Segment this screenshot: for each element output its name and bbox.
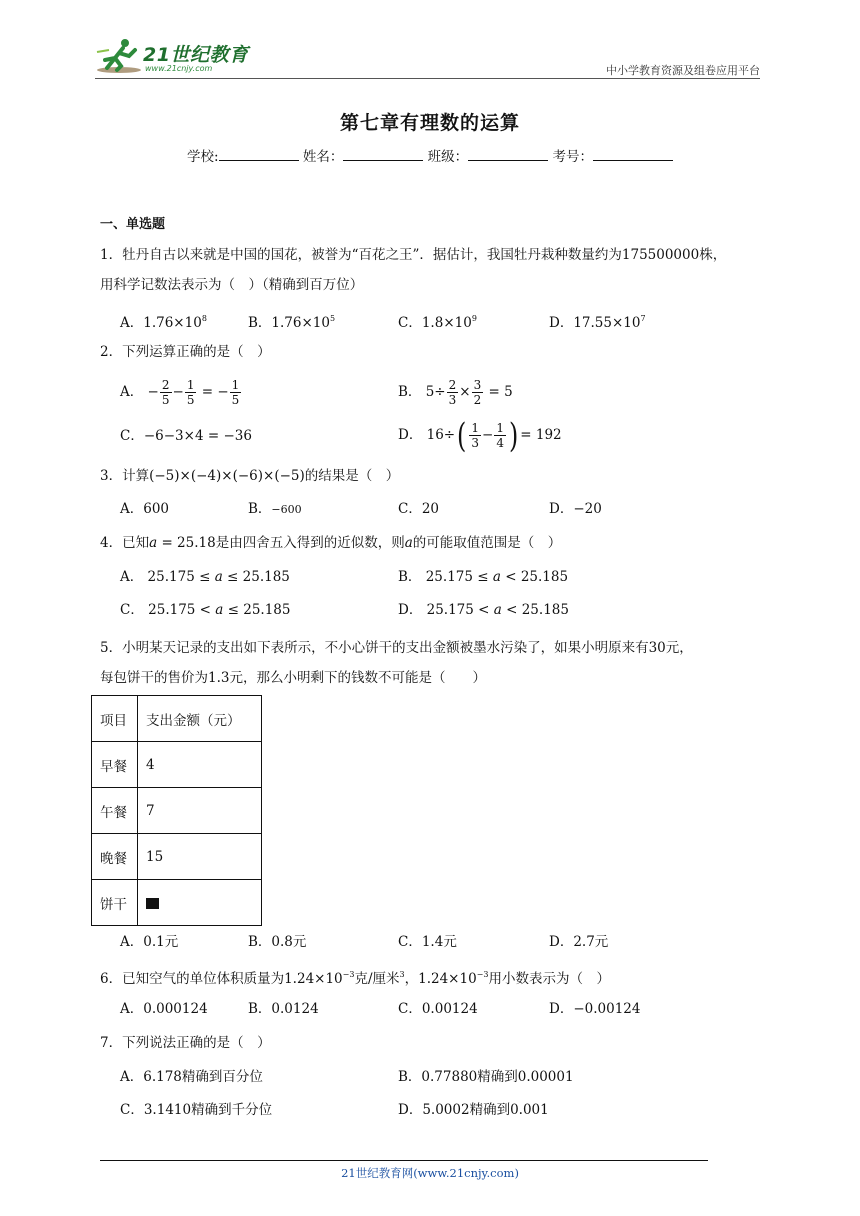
- name-label: 姓名：: [302, 149, 344, 165]
- option-label: A．: [120, 384, 144, 400]
- option-value: 5.0002精确到0.001: [422, 1102, 549, 1118]
- option-exponent: 8: [201, 314, 207, 323]
- option-value: −20: [573, 501, 602, 517]
- logo-url: www.21cnjy.com: [145, 64, 213, 73]
- option-value: −6−3×4 = −36: [143, 428, 252, 444]
- stem-text: = 25.18是由四舍五入得到的近似数，则: [157, 535, 405, 551]
- logo: [95, 36, 260, 76]
- option-label: B．: [248, 934, 272, 950]
- question-5-line-2: 每包饼干的售价为1.3元，那么小明剩下的钱数不可能是（ ）: [100, 670, 486, 686]
- option-label: B．: [248, 1001, 272, 1017]
- option-formula: − $\frac{2}{5}$ − $\frac{1}{5}$ = − $\frac{1}{5}$: [147, 378, 240, 407]
- school-label: 学校:: [187, 149, 219, 165]
- option-value: 3.1410精确到千分位: [143, 1102, 273, 1118]
- option-label: B．: [398, 1069, 422, 1085]
- option-label: D．: [549, 1001, 574, 1017]
- option-value: 1.76×10: [271, 315, 330, 331]
- stem-unit: 克/厘米: [354, 971, 400, 987]
- option-value: < 25.185: [500, 569, 569, 585]
- question-5-option-d[interactable]: [549, 932, 608, 952]
- option-value: 17.55×10: [573, 315, 641, 331]
- runner-logo-icon: [95, 36, 143, 76]
- stem-value: 1.24×10: [418, 971, 477, 987]
- question-1-line-2: 用科学记数法表示为（ ）（精确到百万位）: [100, 277, 364, 293]
- question-4-option-d[interactable]: [398, 600, 569, 620]
- unit-exponent: 3: [399, 970, 405, 979]
- option-value: ≤ 25.185: [223, 602, 291, 618]
- table-row: [92, 880, 262, 926]
- table-row: [92, 834, 262, 880]
- option-value: 25.175 ≤: [147, 569, 215, 585]
- class-label: 班级：: [427, 149, 469, 165]
- option-formula: 5÷ $\frac{2}{3}$ × $\frac{3}{2}$ = 5: [425, 378, 513, 407]
- option-label: A．: [120, 315, 144, 331]
- exam-number-label: 考号：: [552, 149, 593, 165]
- option-label: D．: [549, 501, 574, 517]
- table-cell: 晚餐: [92, 834, 138, 880]
- option-label: A．: [120, 934, 144, 950]
- option-value: −0.00124: [573, 1001, 641, 1017]
- question-7-stem: 7．下列说法正确的是（ ）: [100, 1035, 271, 1051]
- option-label: C．: [398, 1001, 422, 1017]
- question-3-stem: 3．计算(−5)×(−4)×(−6)×(−5)的结果是（ ）: [100, 468, 400, 484]
- table-cell: 午餐: [92, 788, 138, 834]
- exam-number-blank[interactable]: [593, 147, 673, 161]
- question-4-stem: [100, 533, 561, 553]
- question-1-option-a[interactable]: [120, 309, 207, 333]
- option-value: 0.00124: [421, 1001, 478, 1017]
- option-label: C．: [398, 315, 422, 331]
- table-header-row: [92, 696, 262, 742]
- option-label: D．: [398, 602, 423, 618]
- option-value: 0.77880精确到0.00001: [421, 1069, 574, 1085]
- table-cell: 饼干: [92, 880, 138, 926]
- option-value: 0.1元: [143, 934, 179, 950]
- question-3-option-b[interactable]: [248, 499, 302, 520]
- question-1-line-1: 1．牡丹自古以来就是中国的国花，被誉为“百花之王”．据估计，我国牡丹栽种数量约为175500000株，: [100, 247, 727, 263]
- stem-exponent: −3: [476, 970, 489, 979]
- question-3-option-a[interactable]: [120, 499, 169, 519]
- option-value: 25.175 <: [148, 602, 216, 618]
- option-value: 2.7元: [573, 934, 609, 950]
- name-blank[interactable]: [343, 147, 423, 161]
- option-formula: 16÷( $\frac{1}{3}$ − $\frac{1}{4}$ ) = 192: [426, 415, 562, 456]
- question-2-stem: 2．下列运算正确的是（ ）: [100, 344, 271, 360]
- option-label: D．: [398, 1102, 423, 1118]
- variable: a: [214, 569, 223, 585]
- student-info-line: [0, 145, 860, 165]
- page-title: 第七章有理数的运算: [339, 112, 520, 134]
- question-2-option-c[interactable]: [120, 426, 252, 446]
- platform-name: 中小学教育资源及组卷应用平台: [606, 64, 760, 77]
- question-4-option-c[interactable]: [120, 600, 290, 620]
- table-header-cell: 支出金额（元）: [138, 696, 262, 742]
- option-exponent: 5: [329, 314, 336, 323]
- option-label: A．: [120, 569, 144, 585]
- option-value: −600: [271, 503, 302, 516]
- footer-link[interactable]: 21世纪教育网(www.21cnjy.com): [341, 1166, 519, 1180]
- question-6-option-b[interactable]: [248, 999, 319, 1019]
- option-value: 1.4元: [421, 934, 457, 950]
- question-4-option-a[interactable]: [120, 567, 290, 587]
- ink-stain-icon: [146, 898, 159, 909]
- page-header: [95, 30, 760, 80]
- option-value: 1.76×10: [143, 315, 202, 331]
- option-label: B．: [398, 569, 422, 585]
- option-exponent: 7: [640, 314, 646, 323]
- option-value: 1.8×10: [421, 315, 472, 331]
- stem-text: 4．已知: [100, 535, 150, 551]
- question-5-stem: [100, 633, 770, 693]
- variable: a: [493, 602, 502, 618]
- table-cell: 早餐: [92, 742, 138, 788]
- question-1-stem: [100, 240, 770, 300]
- variable: a: [492, 569, 501, 585]
- variable: a: [215, 602, 224, 618]
- option-label: C．: [398, 501, 422, 517]
- option-value: 6.178精确到百分位: [143, 1069, 263, 1085]
- option-label: B．: [248, 501, 272, 517]
- table-row: [92, 788, 262, 834]
- logo-text: 21世纪教育: [143, 44, 249, 66]
- option-label: D．: [549, 315, 574, 331]
- footer-divider: [100, 1160, 708, 1161]
- question-1-option-d[interactable]: [549, 309, 646, 333]
- question-7-option-a[interactable]: [120, 1067, 263, 1087]
- question-1-option-b[interactable]: [248, 309, 335, 333]
- question-6-option-c[interactable]: [398, 999, 478, 1019]
- question-6-option-d[interactable]: [549, 999, 640, 1019]
- question-2-option-b[interactable]: [398, 375, 513, 409]
- option-value: 20: [421, 501, 440, 517]
- option-label: C．: [120, 1102, 144, 1118]
- section-heading: 一、单选题: [100, 217, 166, 232]
- question-6-option-a[interactable]: [120, 999, 208, 1019]
- question-7-option-c[interactable]: [120, 1100, 272, 1120]
- option-value: 25.175 <: [426, 602, 494, 618]
- option-label: B．: [248, 315, 272, 331]
- table-row: [92, 742, 262, 788]
- question-6-stem: 6．已知空气的单位体积质量为$1.24\times 10^{-3}$克/厘米$^3$，$1.24\times 10^{-3}$用小数表示为（ ）: [100, 970, 610, 987]
- option-value: 0.0124: [271, 1001, 319, 1017]
- stem-exponent: −3: [342, 970, 355, 979]
- table-cell: [138, 880, 262, 926]
- variable: a: [404, 535, 413, 551]
- class-blank[interactable]: [468, 147, 548, 161]
- question-5-line-1: 5．小明某天记录的支出如下表所示，不小心饼干的支出金额被墨水污染了，如果小明原来有30元，: [100, 640, 693, 656]
- stem-value: 1.24×10: [284, 971, 343, 987]
- option-value: < 25.185: [501, 602, 569, 618]
- table-cell: 7: [138, 788, 262, 834]
- stem-text: 的可能取值范围是（ ）: [412, 535, 562, 551]
- question-5-option-c[interactable]: [398, 932, 457, 952]
- stem-text: 6．已知空气的单位体积质量为: [100, 971, 285, 987]
- option-label: C．: [120, 428, 144, 444]
- school-blank[interactable]: [219, 147, 299, 161]
- option-label: C．: [120, 602, 144, 618]
- option-label: A．: [120, 501, 144, 517]
- option-label: A．: [120, 1001, 144, 1017]
- stem-text: 用小数表示为（ ）: [488, 971, 610, 987]
- question-2-option-d[interactable]: [398, 415, 562, 456]
- question-7-option-b[interactable]: [398, 1067, 574, 1087]
- table-cell: 15: [138, 834, 262, 880]
- question-3-option-d[interactable]: [549, 499, 602, 519]
- question-1-option-c[interactable]: [398, 309, 477, 333]
- option-label: A．: [120, 1069, 144, 1085]
- option-exponent: 9: [471, 314, 477, 323]
- option-value: 600: [143, 501, 170, 517]
- option-value: 0.8元: [271, 934, 307, 950]
- question-5-option-a[interactable]: [120, 932, 178, 952]
- option-value: 0.000124: [143, 1001, 208, 1017]
- option-label: D．: [549, 934, 574, 950]
- question-2-option-a[interactable]: [120, 375, 242, 409]
- variable: a: [149, 535, 158, 551]
- option-value: ≤ 25.185: [222, 569, 290, 585]
- option-label: C．: [398, 934, 422, 950]
- question-3-option-c[interactable]: [398, 499, 439, 519]
- option-value: 25.175 ≤: [425, 569, 493, 585]
- table-header-cell: 项目: [92, 696, 138, 742]
- question-5-option-b[interactable]: [248, 932, 306, 952]
- table-cell: 4: [138, 742, 262, 788]
- question-4-option-b[interactable]: [398, 567, 568, 587]
- header-divider: [95, 78, 760, 79]
- option-label: B．: [398, 384, 422, 400]
- expense-table: [91, 695, 262, 926]
- question-7-option-d[interactable]: [398, 1100, 549, 1120]
- option-label: D．: [398, 427, 423, 443]
